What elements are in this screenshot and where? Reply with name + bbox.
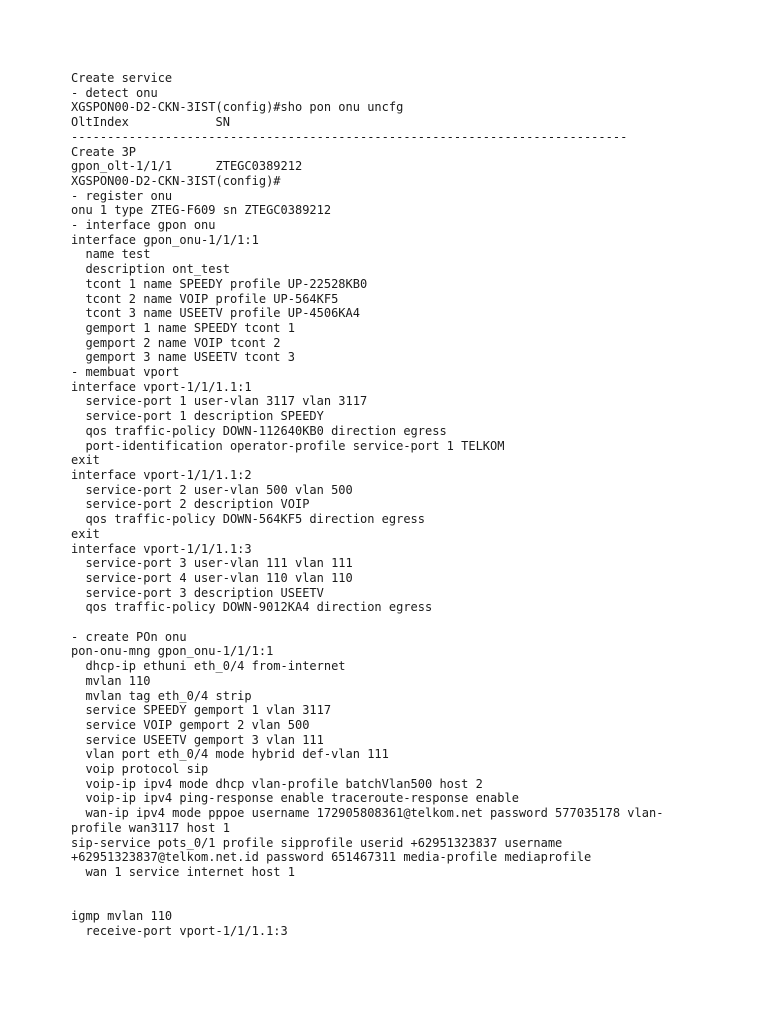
text-line: - register onu (71, 188, 173, 203)
text-line: qos traffic-policy DOWN-564KF5 direction egress (71, 512, 426, 527)
text-line: - detect onu (71, 85, 158, 100)
text-line: gpon_olt-1/1/1 ZTEGC0389212 (71, 159, 303, 174)
text-line: onu 1 type ZTEG-F609 sn ZTEGC0389212 (71, 203, 332, 218)
text-line: profile wan3117 host 1 (71, 820, 230, 835)
text-line: interface vport-1/1/1.1:1 (71, 379, 252, 394)
text-line: exit (71, 526, 100, 541)
text-line: gemport 2 name VOIP tcont 2 (71, 335, 281, 350)
text-line: interface vport-1/1/1.1:2 (71, 467, 252, 482)
text-line: service-port 1 description SPEEDY (71, 409, 324, 424)
text-line: service USEETV gemport 3 vlan 111 (71, 732, 324, 747)
text-line: sip-service pots_0/1 profile sipprofile userid +62951323837 username (71, 835, 563, 850)
text-line: - create POn onu (71, 629, 187, 644)
text-line: service VOIP gemport 2 vlan 500 (71, 717, 310, 732)
text-line: interface vport-1/1/1.1:3 (71, 541, 252, 556)
text-line: wan 1 service internet host 1 (71, 864, 295, 879)
text-line: pon-onu-mng gpon_onu-1/1/1:1 (71, 644, 274, 659)
text-line: XGSPON00-D2-CKN-3IST(config)# (71, 173, 281, 188)
blank-line (71, 615, 711, 630)
text-line: Create service (71, 71, 173, 85)
blank-line (71, 894, 711, 909)
text-line: service-port 2 description VOIP (71, 497, 310, 512)
text-line: +62951323837@telkom.net.id password 651467311 media-profile mediaprofile (71, 850, 592, 865)
text-line: service-port 3 description USEETV (71, 585, 324, 600)
text-line: exit (71, 453, 100, 468)
text-line: - membuat vport (71, 365, 180, 380)
text-line: tcont 2 name VOIP profile UP-564KF5 (71, 291, 339, 306)
text-line: dhcp-ip ethuni eth_0/4 from-internet (71, 659, 346, 674)
text-line: voip-ip ipv4 ping-response enable traceroute-response enable (71, 791, 519, 806)
text-line: mvlan 110 (71, 673, 151, 688)
config-text-block (71, 71, 711, 938)
text-line: voip protocol sip (71, 762, 209, 777)
text-line: gemport 3 name USEETV tcont 3 (71, 350, 295, 365)
text-line: - interface gpon onu (71, 218, 216, 233)
text-line: service SPEEDY gemport 1 vlan 3117 (71, 703, 332, 718)
text-line: qos traffic-policy DOWN-112640KB0 direction egress (71, 423, 447, 438)
text-line: port-identification operator-profile service-port 1 TELKOM (71, 438, 505, 453)
text-line: gemport 1 name SPEEDY tcont 1 (71, 320, 295, 335)
text-line: igmp mvlan 110 (71, 909, 173, 924)
text-line: qos traffic-policy DOWN-9012KA4 direction egress (71, 600, 433, 615)
text-line: OltIndex SN (71, 115, 230, 130)
text-line: vlan port eth_0/4 mode hybrid def-vlan 111 (71, 747, 389, 762)
text-line: XGSPON00-D2-CKN-3IST(config)#sho pon onu uncfg (71, 100, 404, 115)
blank-line (71, 880, 711, 895)
text-line: tcont 1 name SPEEDY profile UP-22528KB0 (71, 276, 368, 291)
text-line: description ont_test (71, 262, 230, 277)
text-line: service-port 3 user-vlan 111 vlan 111 (71, 556, 353, 571)
text-line: service-port 2 user-vlan 500 vlan 500 (71, 482, 353, 497)
text-line: mvlan tag eth_0/4 strip (71, 688, 252, 703)
text-line: name test (71, 247, 151, 262)
text-line: ----------------------------------------------------------------------------- (71, 129, 628, 144)
text-line: receive-port vport-1/1/1.1:3 (71, 923, 288, 938)
text-line: service-port 4 user-vlan 110 vlan 110 (71, 570, 353, 585)
text-line: Create 3P (71, 144, 137, 159)
text-line: service-port 1 user-vlan 3117 vlan 3117 (71, 394, 368, 409)
text-line: voip-ip ipv4 mode dhcp vlan-profile batchVlan500 host 2 (71, 776, 483, 791)
text-line: interface gpon_onu-1/1/1:1 (71, 232, 259, 247)
text-line: wan-ip ipv4 mode pppoe username 172905808361@telkom.net password 577035178 vlan- (71, 806, 664, 821)
text-line: tcont 3 name USEETV profile UP-4506KA4 (71, 306, 360, 321)
